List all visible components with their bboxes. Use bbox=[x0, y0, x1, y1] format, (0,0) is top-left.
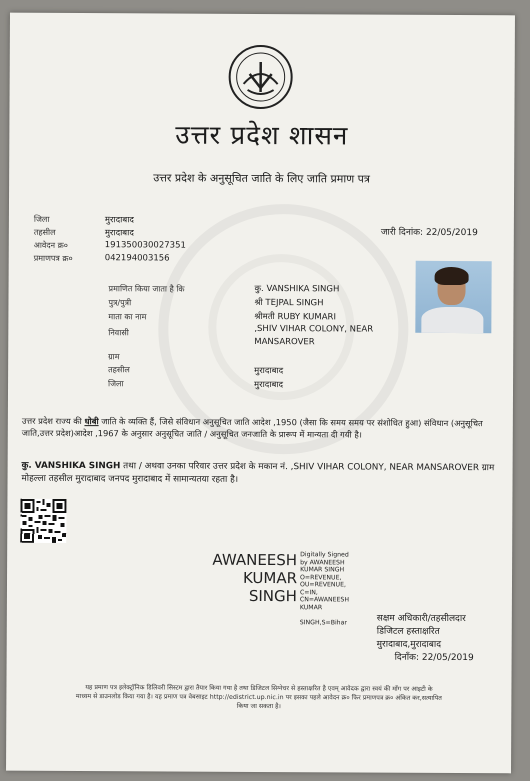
mother-label: माता का नाम bbox=[108, 312, 147, 322]
resident-label: निवासी bbox=[108, 328, 129, 338]
up-government-seal-icon bbox=[227, 44, 293, 110]
resident-address-line2: MANSAROVER bbox=[254, 336, 315, 348]
signature-date: दिनाँक: 22/05/2019 bbox=[394, 652, 474, 664]
residence-statement: कु. VANSHIKA SINGH तथा / अथवा उनका परिवार उत्तर प्रदेश के मकान नं. ,SHIV VIHAR COLONY, NEAR MANSAROVER ग्राम मोहल्ला तहसील मुरादाबाद जनपद मुरादाबाद में सामान्यतया रहता है। bbox=[21, 460, 495, 485]
officer-location: मुरादाबाद,मुरादाबाद bbox=[376, 639, 442, 650]
officer-block bbox=[377, 613, 474, 666]
caste-name: धोबी bbox=[84, 416, 99, 427]
certificate-no-value: 042194003156 bbox=[104, 253, 170, 264]
district-label: जिला bbox=[33, 214, 50, 224]
resident-address-line1: ,SHIV VIHAR COLONY, NEAR bbox=[254, 323, 374, 335]
person-district-label: जिला bbox=[108, 379, 124, 389]
officer-designation: सक्षम अधिकारी/तहसीलदार bbox=[376, 613, 466, 625]
issue-date: जारी दिनांक: 22/05/2019 bbox=[380, 227, 478, 239]
application-no-value: 191350030027351 bbox=[104, 240, 186, 251]
tehsil-value: मुरादाबाद bbox=[104, 228, 134, 239]
signer-name-line2: KUMAR bbox=[242, 568, 298, 588]
applicant-name-inline: कु. VANSHIKA SINGH bbox=[21, 460, 121, 472]
certified-label: प्रमाणित किया जाता है कि bbox=[108, 284, 185, 294]
person-district-value: मुरादाबाद bbox=[254, 379, 284, 391]
caste-statement: उत्तर प्रदेश राज्य की धोबी जाति के व्यक्ति हैं, जिसे संविधान अनुसूचित जाति आदेश ,1950 (जैसा कि समय समय पर संशोधित हुआ) संविधान (अनुसूचित जाति,उत्तर प्रदेश)आदेश ,1967 के अनुसार अनुसूचित जाति / अनुसूचित जनजाति के प्रारूप में मान्यता दी गयी है। bbox=[21, 415, 483, 440]
certificate-page bbox=[6, 13, 515, 774]
signer-name-line3: SINGH bbox=[248, 586, 297, 606]
digital-signed-label: डिजिटल हस्ताक्षरित bbox=[376, 626, 440, 637]
digital-signature-details: Digitally Signed by AWANEESH KUMAR SINGH O=REVENUE, OU=REVENUE, C=IN, CN=AWANEESH KUMAR SINGH,S=Bihar bbox=[299, 551, 350, 626]
page-title: उत्तर प्रदेश शासन bbox=[175, 120, 349, 152]
person-tehsil-value: मुरादाबाद bbox=[254, 365, 284, 377]
qr-code-icon bbox=[20, 499, 66, 543]
mother-name: श्रीमती RUBY KUMARI bbox=[254, 311, 337, 323]
certificate-no-label: प्रमाणपत्र क्र० bbox=[33, 253, 73, 264]
district-value: मुरादाबाद bbox=[104, 215, 134, 226]
applicant-name: कु. VANSHIKA SINGH bbox=[254, 283, 340, 295]
village-label: ग्राम bbox=[108, 352, 120, 362]
person-tehsil-label: तहसील bbox=[108, 365, 130, 375]
tehsil-label: तहसील bbox=[33, 227, 56, 237]
signer-name-line1: AWANEESH bbox=[212, 550, 298, 570]
parent-label: पुत्र/पुत्री bbox=[108, 298, 132, 308]
verification-footer: यह प्रमाण पत्र इलेक्ट्रॉनिक डिलिवरी सिस्टम द्वारा तैयार किया गया है तथा डिजिटल सिग्नेचर से हस्ताक्षरित है एवम् आवेदक द्वारा स्वयं की माँग पर आइटी के माध्यम से डाउनलोड किया गया है। यह प्रमाण पत्र वेबसाइट http://edistrict.up.nic.in पर इसका पहले आवेदन क्र० फिर प्रमाणपत्र क्र० अंकित कर,सत्यापित किया जा सकता है। bbox=[75, 684, 442, 711]
application-no-label: आवेदन क्र० bbox=[33, 240, 68, 250]
father-name: श्री TEJPAL SINGH bbox=[254, 297, 324, 309]
applicant-photo-icon bbox=[415, 261, 491, 333]
certificate-subtitle: उत्तर प्रदेश के अनुसूचित जाति के लिए जाति प्रमाण पत्र bbox=[153, 171, 371, 186]
